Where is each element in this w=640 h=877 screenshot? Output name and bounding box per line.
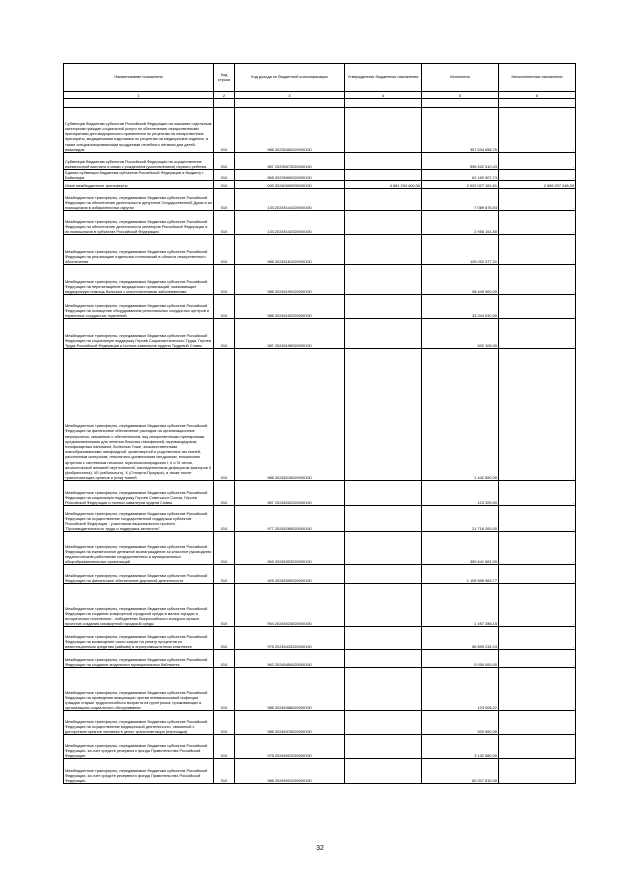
spacer-cell <box>214 99 235 108</box>
cell-remaining: - <box>499 759 576 784</box>
cell-executed: 126 002 377,31 <box>422 235 499 265</box>
cell-remaining: - <box>499 108 576 153</box>
cell-indicator-name: Межбюджетные трансферты, передаваемые бюджетам субъектов Российской Федерации на создание комфортной городской среды в малых городах и исторических поселениях - победителях Всероссийского конкурса лучших проектов создания комфортной городской среды <box>64 584 214 627</box>
cell-remaining: - <box>499 349 576 481</box>
cell-approved <box>345 265 422 295</box>
cell-remaining: - <box>499 153 576 170</box>
table-row <box>64 627 576 650</box>
cell-row-code: 010 <box>214 668 235 711</box>
cell-row-code: 010 <box>214 627 235 650</box>
header-indicator-name: Наименование показателя <box>64 64 214 92</box>
table-row <box>64 650 576 668</box>
page-number: 32 <box>316 845 324 852</box>
cell-indicator-name: Субвенции бюджетам субъектов Российской Федерации на оказание отдельным категориям граждан социальной услуги по обеспечению лекарственными препаратами для медицинского применения по рецептам на лекарственные препараты, медицинскими изделиями по рецептам на медицинские изделия, а также специализированными продуктами лечебного питания для детей-инвалидов <box>64 108 214 153</box>
cell-executed: 56 895 234,03 <box>422 627 499 650</box>
table-row <box>64 108 576 153</box>
table-row <box>64 711 576 735</box>
cell-row-code: 010 <box>214 181 235 189</box>
table-row <box>64 565 576 584</box>
cell-remaining: - <box>499 211 576 235</box>
cell-indicator-name: Межбюджетные трансферты, передаваемые бюджетам субъектов Российской Федерации на ежемесячное денежное вознаграждение за классное руководство педагогическим работникам государственных и муниципальных общеобразовательных организаций <box>64 532 214 565</box>
cell-indicator-name: Субвенции бюджетам субъектов Российской Федерации на осуществление ежемесячной выплаты в связи с рождением (усыновлением) первого ребенка <box>64 153 214 170</box>
cell-row-code: 010 <box>214 295 235 319</box>
cell-classification-code: 987 20235573020000150 <box>235 153 345 170</box>
cell-remaining: - <box>499 650 576 668</box>
header-classification-code: Код дохода по бюджетной классификации <box>235 64 345 92</box>
cell-executed: 5 000 000,00 <box>422 650 499 668</box>
cell-indicator-name: Межбюджетные трансферты, передаваемые бюджетам субъектов Российской Федерации на социальную поддержку Героев Советского Союза, Героев Российской Федерации и полных кавалеров ордена Славы <box>64 481 214 506</box>
budget-execution-table <box>63 63 576 784</box>
table-row <box>64 668 576 711</box>
cell-indicator-name: Межбюджетные трансферты, передаваемые бюджетам субъектов Российской Федерации на реализацию отдельных полномочий в области лекарственного обеспечения <box>64 235 214 265</box>
cell-executed: 60 207 815,40 <box>422 759 499 784</box>
cell-classification-code: 975 20245433020000150 <box>235 627 345 650</box>
cell-indicator-name: Межбюджетные трансферты, передаваемые бюджетам субъектов Российской Федерации на осуществление медицинской деятельности, связанной с донорством органов человека в целях трансплантации (пересадки) <box>64 711 214 735</box>
cell-approved <box>345 565 422 584</box>
cell-executed: 1 497 286,15 <box>422 584 499 627</box>
cell-executed: 3 132 680,00 <box>422 735 499 759</box>
table-row <box>64 265 576 295</box>
cell-approved: 4 681 234 400,00 <box>345 181 422 189</box>
cell-approved <box>345 319 422 349</box>
cell-row-code: 010 <box>214 235 235 265</box>
cell-approved <box>345 108 422 153</box>
table-row <box>64 189 576 211</box>
cell-executed: 359 641 681,00 <box>422 532 499 565</box>
column-number: 3 <box>235 92 345 99</box>
table-row <box>64 153 576 170</box>
cell-row-code: 010 <box>214 650 235 668</box>
column-number: 6 <box>499 92 576 99</box>
cell-row-code: 010 <box>214 532 235 565</box>
cell-row-code: 010 <box>214 170 235 181</box>
spacer-cell <box>499 99 576 108</box>
cell-executed: 2 956 151,80 <box>422 211 499 235</box>
cell-remaining: - <box>499 265 576 295</box>
table-row <box>64 319 576 349</box>
cell-approved <box>345 153 422 170</box>
cell-approved <box>345 506 422 532</box>
cell-approved <box>345 189 422 211</box>
cell-indicator-name: Межбюджетные трансферты, передаваемые бюджетам субъектов Российской Федерации на социальную поддержку Героев Социалистического Труда, Героев Труда Российской Федерации и полных кавалеров ордена Трудовой Славы <box>64 319 214 349</box>
cell-executed: 21 716 200,00 <box>422 506 499 532</box>
cell-classification-code: 986 20249001020000150 <box>235 759 345 784</box>
cell-classification-code: 977 20245289020000150 <box>235 506 345 532</box>
cell-classification-code: 986 20245190020000150 <box>235 265 345 295</box>
cell-remaining: - <box>499 735 576 759</box>
cell-classification-code: 962 20245454020000150 <box>235 650 345 668</box>
cell-indicator-name: Межбюджетные трансферты, передаваемые бюджетам субъектов Российской Федерации на осуществление государственной поддержки субъектов Российской Федерации - участников национального проекта "Производительность труда и поддержка занятости" <box>64 506 214 532</box>
table-row <box>64 295 576 319</box>
spacer-cell <box>64 99 214 108</box>
cell-remaining: 2 659 207 248,09 <box>499 181 576 189</box>
cell-row-code: 010 <box>214 265 235 295</box>
cell-classification-code: 986 20245476020000150 <box>235 711 345 735</box>
cell-indicator-name: Межбюджетные трансферты, передаваемые бюджетам субъектов Российской Федерации на возмещение части затрат на уплату процентов по инвестиционным кредитам (займам) в агропромышленном комплексе <box>64 627 214 650</box>
cell-indicator-name: Межбюджетные трансферты, передаваемые бюджетам субъектов Российской Федерации на оснащение оборудованием региональных сосудистых центров и первичных сосудистых отделений <box>64 295 214 319</box>
cell-row-code: 010 <box>214 211 235 235</box>
cell-approved <box>345 735 422 759</box>
cell-row-code: 010 <box>214 735 235 759</box>
cell-executed: 123 008,22 <box>422 668 499 711</box>
column-number: 5 <box>422 92 499 99</box>
table-row <box>64 481 576 506</box>
cell-row-code: 010 <box>214 565 235 584</box>
cell-remaining: - <box>499 506 576 532</box>
cell-remaining: - <box>499 170 576 181</box>
table-row <box>64 181 576 189</box>
cell-executed: 123 325,00 <box>422 481 499 506</box>
cell-approved <box>345 481 422 506</box>
cell-indicator-name: Иные межбюджетные трансферты <box>64 181 214 189</box>
cell-row-code: 010 <box>214 189 235 211</box>
cell-approved <box>345 235 422 265</box>
cell-classification-code: 133 20245141020000150 <box>235 189 345 211</box>
header-row-code: Код строки <box>214 64 235 92</box>
cell-approved <box>345 170 422 181</box>
cell-approved <box>345 627 422 650</box>
cell-executed: 520 650,00 <box>422 711 499 735</box>
cell-classification-code: 133 20245142020000150 <box>235 211 345 235</box>
cell-indicator-name: Межбюджетные трансферты, передаваемые бюджетам субъектов Российской Федерации на финансовое обеспечение расходов на организационные мероприятия, связанные с обеспечением лиц лекарственными препаратами, предназначенными для лечения больных гемофилией, муковисцидозом, гипофизарным нанизмом, болезнью Гоше, злокачественными новообразованиями лимфоидной, кроветворной и родственных им тканей, рассеянным склерозом, гемолитико-уремическим синдромом, юношеским артритом с системным началом, мукополисахаридозом I, II и VI типов, апластической анемией неуточненной, наследственным дефицитом факторов II (фибриногена), VII (лабильного), X (Стюарта-Прауэра), а также после трансплантации органов и (или) тканей <box>64 349 214 481</box>
cell-executed: 2 022 027 151,91 <box>422 181 499 189</box>
cell-executed: 357 634 656,76 <box>422 108 499 153</box>
spacer-row <box>64 99 576 108</box>
cell-approved <box>345 668 422 711</box>
cell-remaining: - <box>499 584 576 627</box>
table-row <box>64 759 576 784</box>
cell-executed: 61 169 907,73 <box>422 170 499 181</box>
cell-row-code: 010 <box>214 759 235 784</box>
cell-executed: 33 244 510,00 <box>422 295 499 319</box>
cell-row-code: 010 <box>214 153 235 170</box>
spacer-cell <box>422 99 499 108</box>
cell-classification-code: 969 20245303020000150 <box>235 532 345 565</box>
cell-row-code: 010 <box>214 506 235 532</box>
cell-classification-code: 987 20245252020000150 <box>235 481 345 506</box>
cell-row-code: 010 <box>214 349 235 481</box>
column-number: 2 <box>214 92 235 99</box>
cell-indicator-name: Межбюджетные трансферты, передаваемые бюджетам субъектов Российской Федерации на проведение вакцинации против пневмококковой инфекции граждан старше трудоспособного возраста из групп риска, проживающих в организациях социального обслуживания <box>64 668 214 711</box>
header-executed: Исполнено <box>422 64 499 92</box>
cell-approved <box>345 532 422 565</box>
header-remaining: Неисполненные назначения <box>499 64 576 92</box>
cell-approved <box>345 211 422 235</box>
cell-indicator-name: Межбюджетные трансферты, передаваемые бюджетам субъектов Российской Федерации на финансовое обеспечение дорожной деятельности <box>64 565 214 584</box>
cell-executed: 532 106,00 <box>422 319 499 349</box>
cell-approved <box>345 349 422 481</box>
table-body <box>64 99 576 784</box>
cell-executed: 7 089 675,93 <box>422 189 499 211</box>
column-number: 4 <box>345 92 422 99</box>
cell-remaining: - <box>499 235 576 265</box>
cell-row-code: 010 <box>214 584 235 627</box>
table-row <box>64 211 576 235</box>
table-row <box>64 235 576 265</box>
cell-remaining: - <box>499 319 576 349</box>
table-row <box>64 735 576 759</box>
cell-indicator-name: Межбюджетные трансферты, передаваемые бюджетам субъектов Российской Федерации на обеспечение деятельности сенаторов Российской Федерации и их помощников в субъектах Российской Федерации <box>64 211 214 235</box>
cell-classification-code: 986 20245192020000150 <box>235 295 345 319</box>
cell-remaining: - <box>499 711 576 735</box>
cell-executed: 98 445 900,00 <box>422 265 499 295</box>
cell-row-code: 010 <box>214 481 235 506</box>
column-number-row <box>64 92 576 99</box>
cell-remaining: - <box>499 668 576 711</box>
cell-classification-code: 986 20245161020000150 <box>235 235 345 265</box>
header-row <box>64 64 576 92</box>
cell-indicator-name: Межбюджетные трансферты, передаваемые бюджетам субъектов Российской Федерации, за счет средств резервного фонда Правительства Российской Федерации <box>64 759 214 784</box>
cell-row-code: 010 <box>214 108 235 153</box>
cell-executed: 1 442 850,00 <box>422 349 499 481</box>
cell-remaining: - <box>499 189 576 211</box>
cell-row-code: 010 <box>214 711 235 735</box>
spacer-cell <box>235 99 345 108</box>
cell-remaining: - <box>499 295 576 319</box>
cell-classification-code: 986 20245468020000150 <box>235 668 345 711</box>
cell-indicator-name: Единая субвенция бюджетам субъектов Российской Федерации и бюджету г. Байконура <box>64 170 214 181</box>
cell-classification-code: 954 20245424020000150 <box>235 584 345 627</box>
spacer-cell <box>345 99 422 108</box>
cell-classification-code: 986 20235460020000150 <box>235 108 345 153</box>
table-row <box>64 584 576 627</box>
cell-remaining: - <box>499 565 576 584</box>
cell-approved <box>345 295 422 319</box>
cell-remaining: - <box>499 627 576 650</box>
cell-indicator-name: Межбюджетные трансферты, передаваемые бюджетам субъектов Российской Федерации на создание модельных муниципальных библиотек <box>64 650 214 668</box>
cell-remaining: - <box>499 481 576 506</box>
cell-remaining: - <box>499 532 576 565</box>
cell-executed: 596 522 510,43 <box>422 153 499 170</box>
cell-approved <box>345 584 422 627</box>
table-row <box>64 506 576 532</box>
table-row <box>64 532 576 565</box>
header-approved: Утвержденные бюджетные назначения <box>345 64 422 92</box>
table-row <box>64 349 576 481</box>
cell-indicator-name: Межбюджетные трансферты, передаваемые бюджетам субъектов Российской Федерации на переоснащение медицинских организаций, оказывающих медицинскую помощь больным с онкологическими заболеваниями <box>64 265 214 295</box>
cell-approved <box>345 650 422 668</box>
cell-approved <box>345 711 422 735</box>
cell-classification-code: 000 20240000000000150 <box>235 181 345 189</box>
cell-classification-code: 975 20249001020000150 <box>235 735 345 759</box>
table-row <box>64 170 576 181</box>
cell-classification-code: 987 20245198020000150 <box>235 319 345 349</box>
cell-approved <box>345 759 422 784</box>
cell-classification-code: 929 20245390020000150 <box>235 565 345 584</box>
column-number: 1 <box>64 92 214 99</box>
cell-row-code: 010 <box>214 319 235 349</box>
cell-classification-code: 965 20235900020000150 <box>235 170 345 181</box>
cell-classification-code: 986 20245216020000150 <box>235 349 345 481</box>
cell-indicator-name: Межбюджетные трансферты, передаваемые бюджетам субъектов Российской Федерации, за счет средств резервного фонда Правительства Российской Федерации <box>64 735 214 759</box>
cell-executed: 1 105 596 963,77 <box>422 565 499 584</box>
cell-indicator-name: Межбюджетные трансферты, передаваемые бюджетам субъектов Российской Федерации на обеспечение деятельности депутатов Государственной Думы и их помощников в избирательных округах <box>64 189 214 211</box>
